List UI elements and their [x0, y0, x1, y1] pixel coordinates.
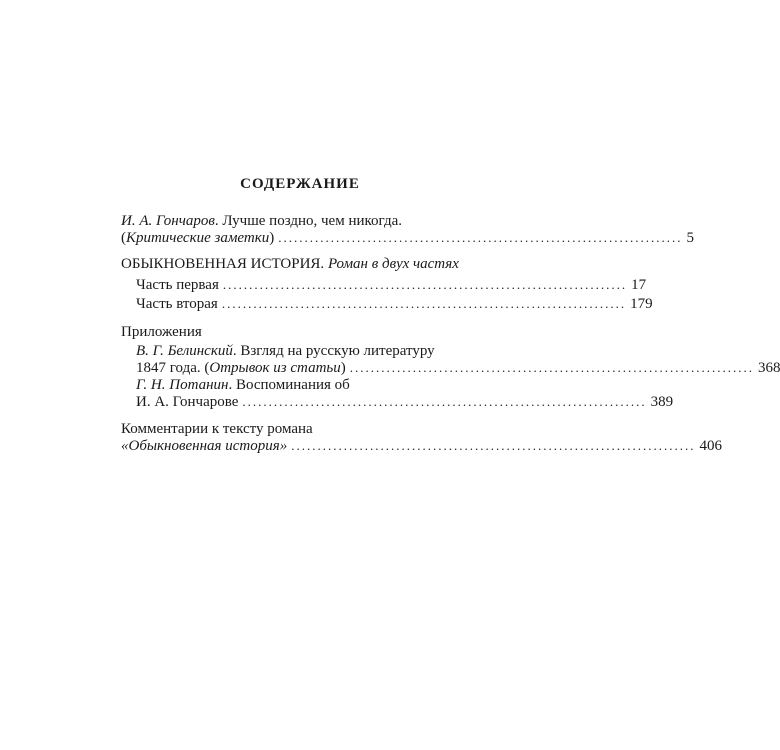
- commentary-line2: «Обыкновенная история»: [121, 438, 288, 454]
- part1-label: Часть первая: [136, 277, 219, 293]
- part1-entry[interactable]: [136, 276, 647, 294]
- novel-title: ОБЫКНОВЕННАЯ ИСТОРИЯ.: [121, 256, 325, 272]
- novel-heading: [121, 255, 459, 273]
- belinsky-line1: [136, 342, 435, 360]
- paren-close: ): [269, 230, 275, 246]
- paren-close: ): [340, 360, 346, 376]
- goncharov-subtitle: Критические заметки: [126, 230, 270, 246]
- goncharov-entry[interactable]: [121, 229, 694, 247]
- page-number: 5: [686, 230, 694, 246]
- belinsky-year: 1847 года. (: [136, 360, 210, 376]
- potanin-author: Г. Н. Потанин: [136, 377, 229, 393]
- dot-leader: .............................................................................: [222, 277, 628, 292]
- potanin-line2: И. А. Гончарове: [136, 394, 239, 410]
- belinsky-entry[interactable]: [136, 359, 780, 377]
- belinsky-note: Отрывок из статьи: [209, 360, 341, 376]
- dot-leader: .............................................................................: [278, 230, 683, 245]
- commentary-entry[interactable]: [121, 437, 722, 455]
- goncharov-line1: [121, 212, 402, 230]
- novel-subtitle: Роман в двух частях: [327, 256, 459, 272]
- page-number: 17: [631, 277, 647, 293]
- appendix-heading: Приложения: [121, 324, 202, 340]
- dot-leader: .............................................................................: [242, 394, 647, 409]
- page-number: 406: [699, 438, 722, 454]
- page-title: СОДЕРЖАНИЕ: [240, 176, 360, 192]
- dot-leader: .............................................................................: [349, 360, 754, 375]
- belinsky-author: В. Г. Белинский: [136, 343, 233, 359]
- part2-entry[interactable]: [136, 295, 653, 313]
- belinsky-line2: [136, 359, 346, 377]
- goncharov-subtitle-wrap: [121, 229, 274, 247]
- goncharov-title: . Лучше поздно, чем никогда.: [214, 213, 402, 229]
- page-number: 179: [630, 296, 653, 312]
- part2-label: Часть вторая: [136, 296, 218, 312]
- potanin-entry[interactable]: [136, 393, 674, 411]
- potanin-title: . Воспоминания об: [228, 377, 350, 393]
- dot-leader: .............................................................................: [291, 438, 696, 453]
- dot-leader: .............................................................................: [221, 296, 627, 311]
- paren-open: (: [121, 230, 126, 246]
- belinsky-title: . Взгляд на русскую литературу: [232, 343, 435, 359]
- page-number: 368: [757, 360, 780, 376]
- commentary-line1: Комментарии к тексту романа: [121, 421, 313, 437]
- goncharov-author: И. А. Гончаров: [121, 213, 215, 229]
- potanin-line1: [136, 376, 350, 394]
- page-number: 389: [650, 394, 674, 410]
